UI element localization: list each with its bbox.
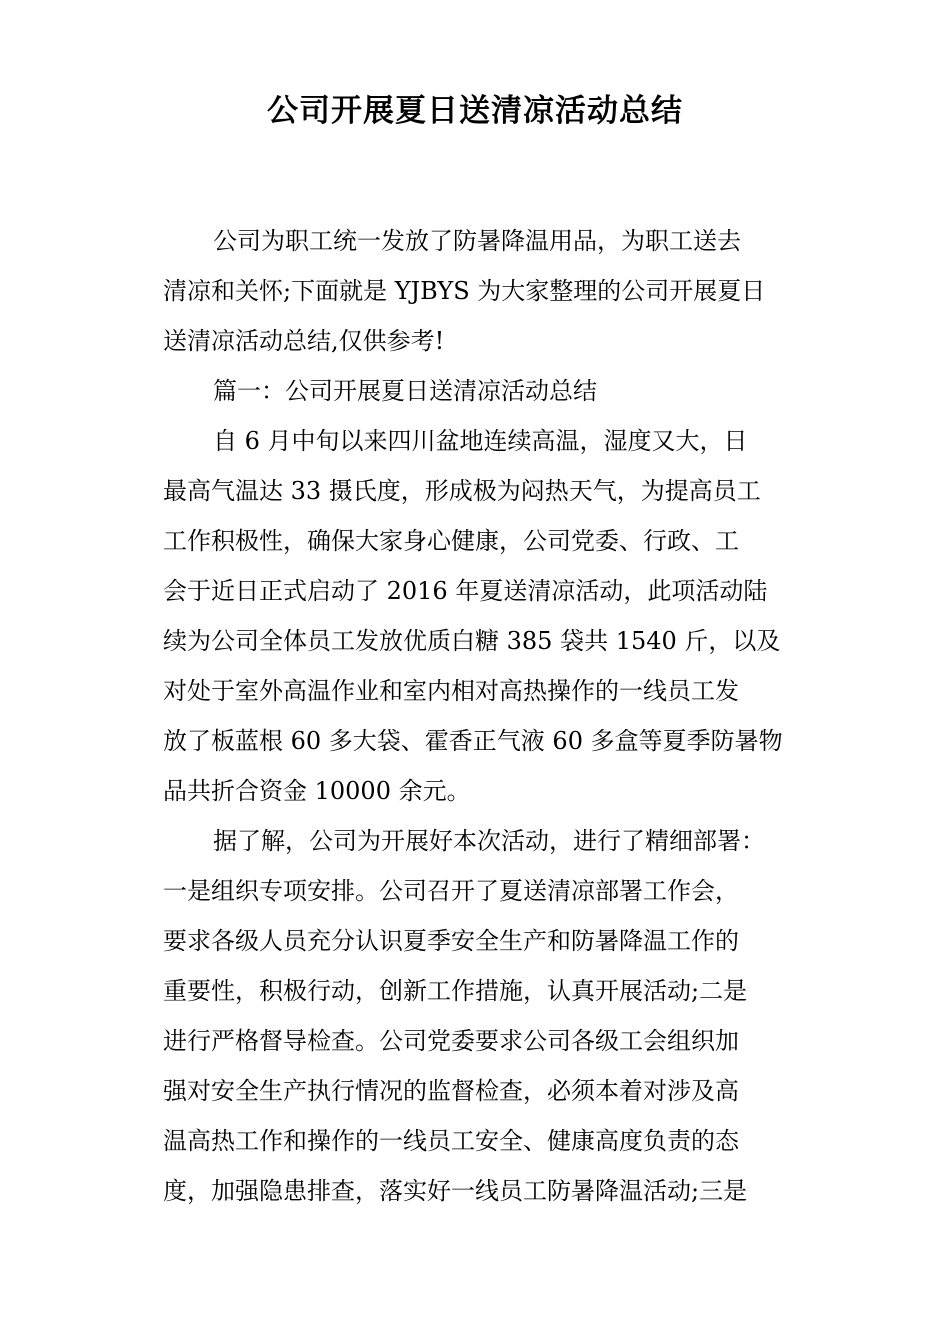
document-body [163,216,793,1216]
text-line: 度，加强隐患排查，落实好一线员工防暑降温活动;三是 [163,1177,748,1205]
text-line: 强对安全生产执行情况的监督检查，必须本着对涉及高 [163,1077,739,1105]
text-line: 一是组织专项安排。公司召开了夏送清凉部署工作会， [163,877,739,905]
text-line: 公司为职工统一发放了防暑降温用品，为职工送去 [213,227,741,255]
text-line: 最高气温达 33 摄氏度，形成极为闷热天气，为提高员工 [163,477,761,505]
text-line: 对处于室外高温作业和室内相对高热操作的一线员工发 [163,677,739,705]
text-line: 重要性，积极行动，创新工作措施，认真开展活动;二是 [163,977,748,1005]
text-line: 温高热工作和操作的一线员工安全、健康高度负责的态 [163,1127,739,1155]
text-line: 清凉和关怀;下面就是 YJBYS 为大家整理的公司开展夏日 [163,277,766,305]
text-line: 会于近日正式启动了 2016 年夏送清凉活动，此项活动陆 [163,577,768,605]
text-line: 自 6 月中旬以来四川盆地连续高温，湿度又大，日 [213,427,748,455]
text-line: 放了板蓝根 60 多大袋、霍香正气液 60 多盒等夏季防暑物 [163,727,783,755]
text-line: 续为公司全体员工发放优质白糖 385 袋共 1540 斤，以及 [163,627,781,655]
document-title: 公司开展夏日送清凉活动总结 [267,93,683,129]
text-line: 品共折合资金 10000 余元。 [163,777,471,805]
text-line: 要求各级人员充分认识夏季安全生产和防暑降温工作的 [163,927,739,955]
text-line: 送清凉活动总结,仅供参考! [163,327,445,355]
text-line: 工作积极性，确保大家身心健康，公司党委、行政、工 [163,527,739,555]
section-heading: 篇一：公司开展夏日送清凉活动总结 [213,377,597,405]
text-line: 据了解，公司为开展好本次活动，进行了精细部署： [213,827,765,855]
text-line: 进行严格督导检查。公司党委要求公司各级工会组织加 [163,1027,739,1055]
